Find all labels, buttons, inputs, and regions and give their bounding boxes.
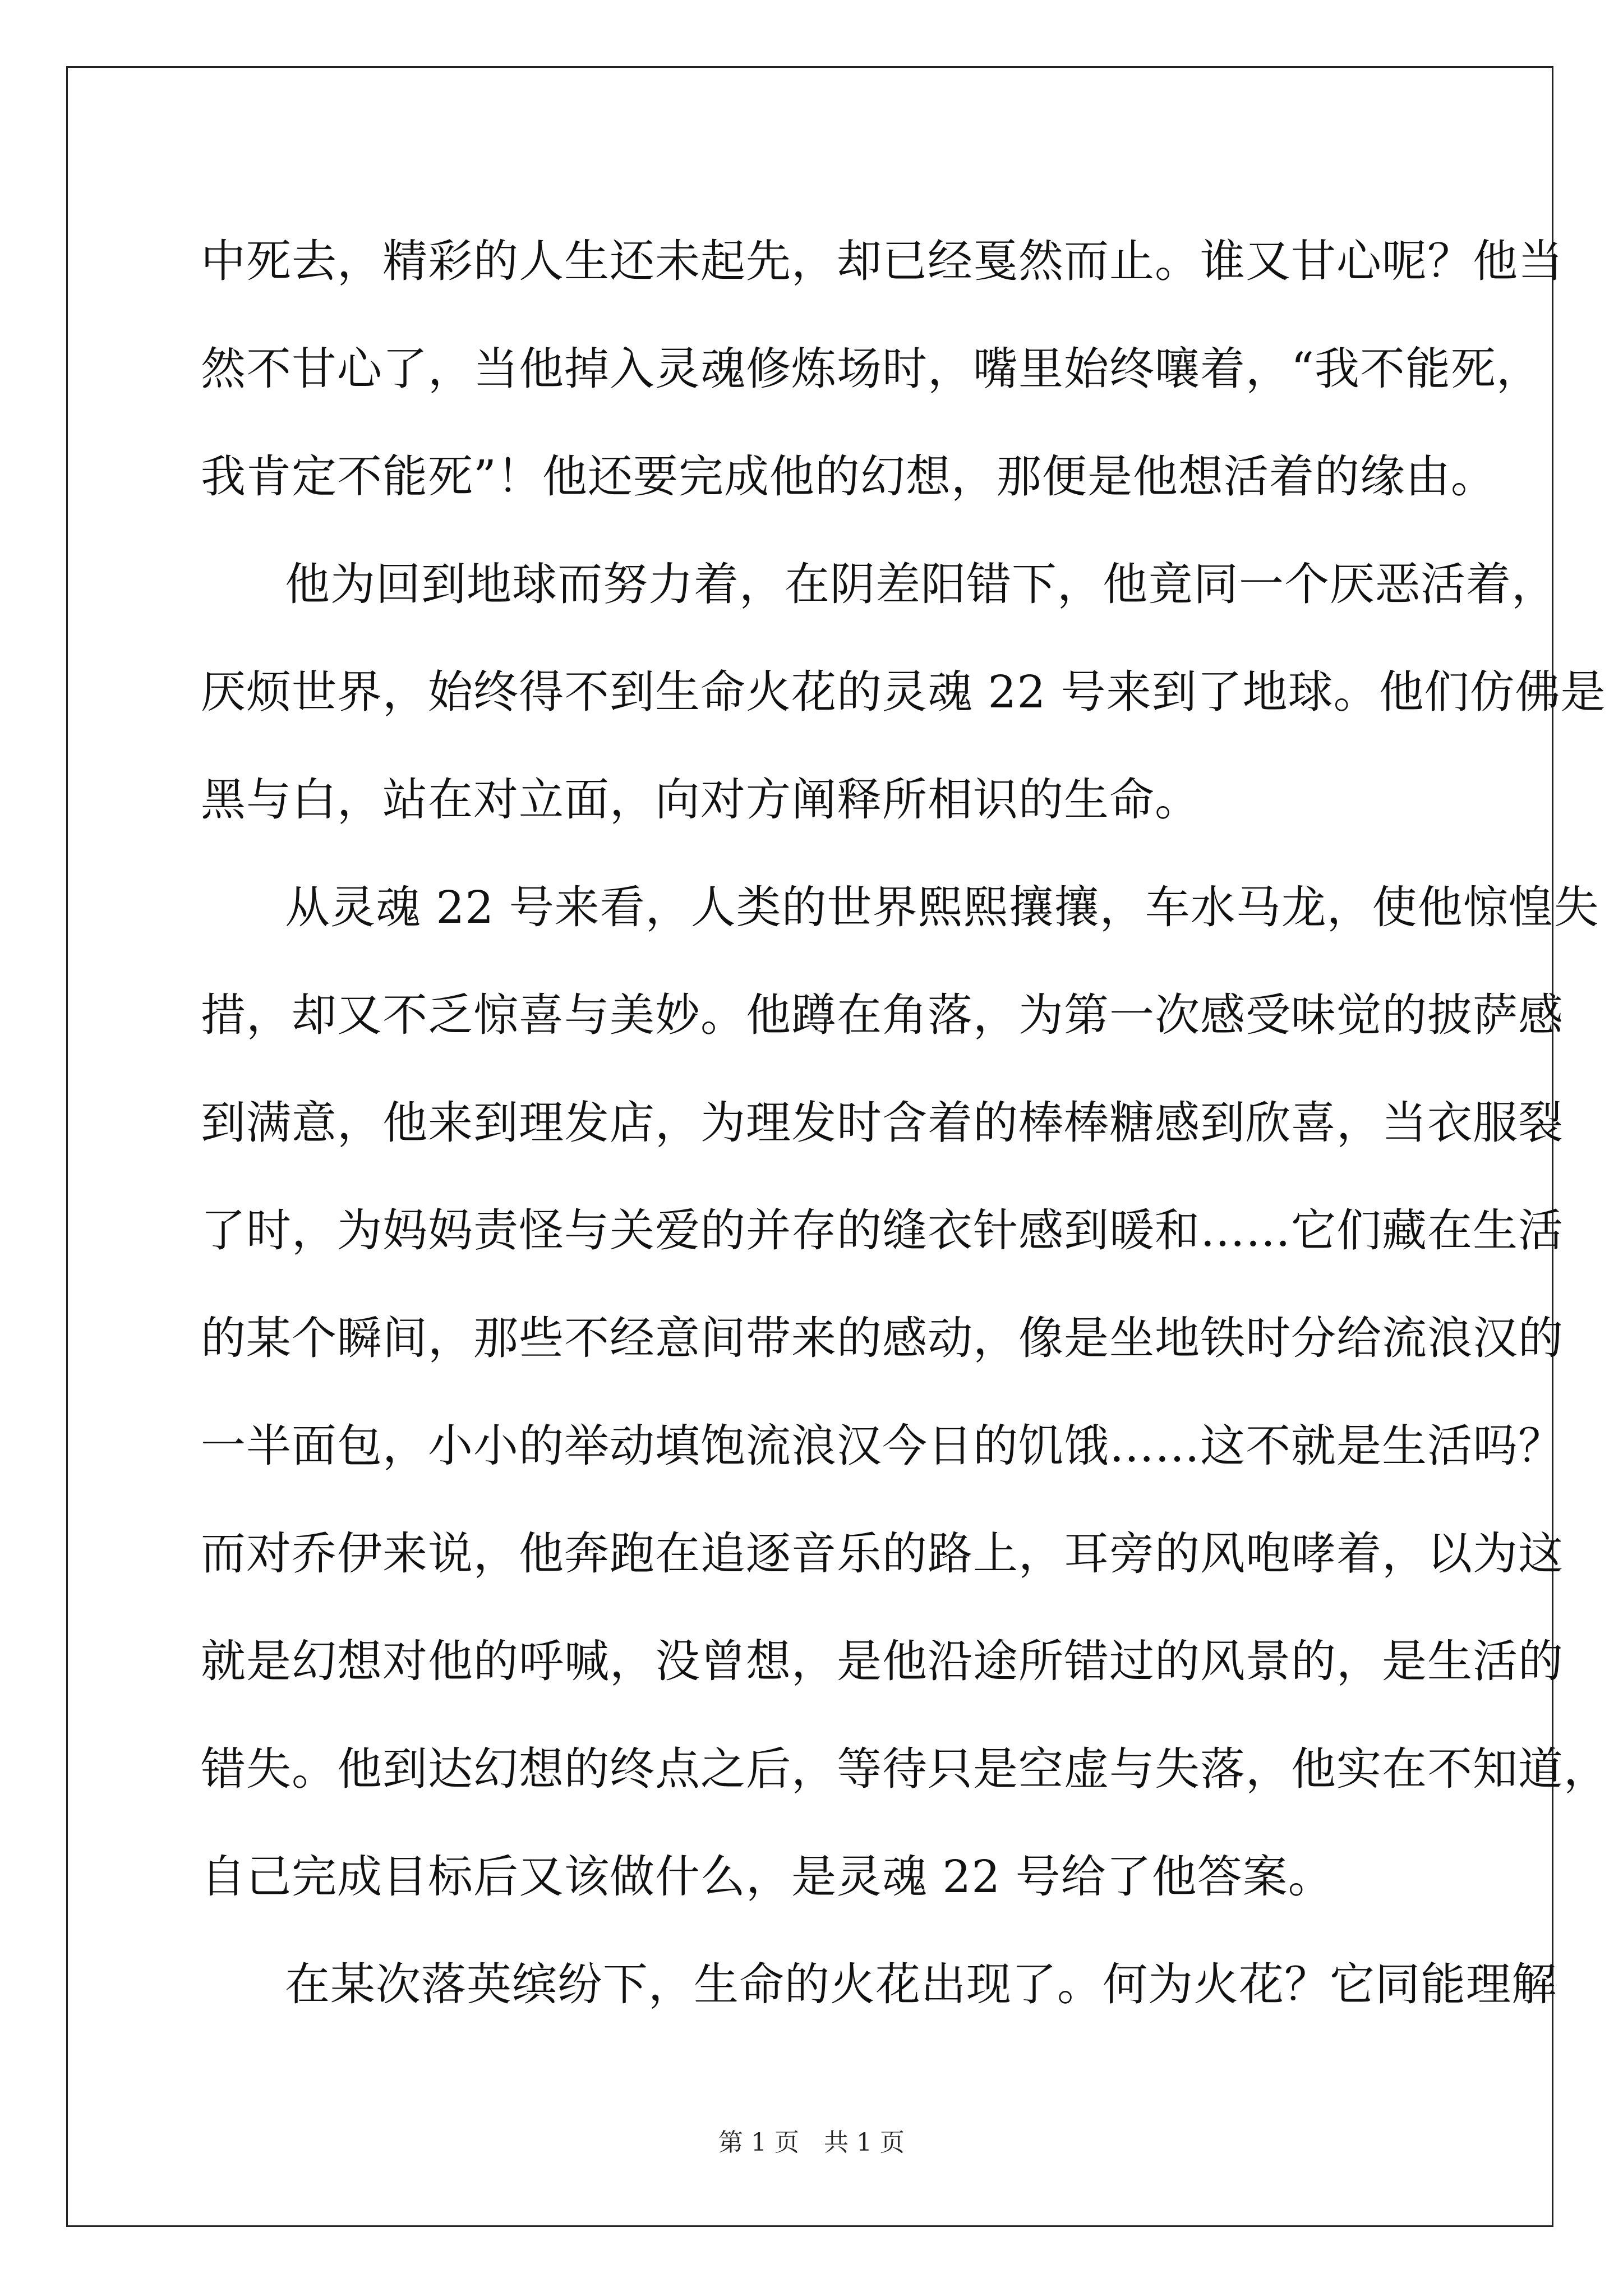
text-line: 然不甘心了，当他掉入灵魂修炼场时，嘴里始终嚷着，“我不能死， [201, 343, 1542, 395]
text-line: 厌烦世界，始终得不到生命火花的灵魂 22 号来到了地球。他们仿佛是 [201, 666, 1606, 718]
text-line: 就是幻想对他的呼喊，没曾想，是他沿途所错过的风景的，是生活的 [201, 1635, 1564, 1687]
text-line: 措，却又不乏惊喜与美妙。他蹲在角落，为第一次感受味觉的披萨感 [201, 989, 1564, 1041]
paragraph-start-line: 他为回到地球而努力着，在阴差阳错下，他竟同一个厌恶活着， [285, 558, 1557, 610]
page-footer: 第 1 页 共 1 页 [718, 2128, 905, 2157]
text-line: 我肯定不能死”！他还要完成他的幻想，那便是他想活着的缘由。 [201, 450, 1496, 503]
text-line: 一半面包，小小的举动填饱流浪汉今日的饥饿……这不就是生活吗？ [201, 1420, 1564, 1472]
document-body [201, 208, 1609, 2039]
paragraph-start-line: 在某次落英缤纷下，生命的火花出现了。何为火花？它同能理解 [285, 1958, 1557, 2010]
text-line: 中死去，精彩的人生还未起先，却已经戛然而止。谁又甘心呢？他当 [201, 235, 1564, 287]
paragraph-start-line: 从灵魂 22 号来看，人类的世界熙熙攘攘，车水马龙，使他惊惶失 [285, 881, 1599, 933]
text-line: 的某个瞬间，那些不经意间带来的感动，像是坐地铁时分给流浪汉的 [201, 1312, 1564, 1364]
text-line: 而对乔伊来说，他奔跑在追逐音乐的路上，耳旁的风咆哮着，以为这 [201, 1527, 1564, 1580]
text-line: 黑与白，站在对立面，向对方阐释所相识的生命。 [201, 774, 1200, 826]
text-line: 了时，为妈妈责怪与关爱的并存的缝衣针感到暖和……它们藏在生活 [201, 1204, 1564, 1257]
text-line: 到满意，他来到理发店，为理发时含着的棒棒糖感到欣喜，当衣服裂 [201, 1097, 1564, 1149]
text-line: 错失。他到达幻想的终点之后，等待只是空虚与失落，他实在不知道， [201, 1743, 1609, 1795]
text-line: 自己完成目标后又该做什么，是灵魂 22 号给了他答案。 [201, 1851, 1334, 1903]
